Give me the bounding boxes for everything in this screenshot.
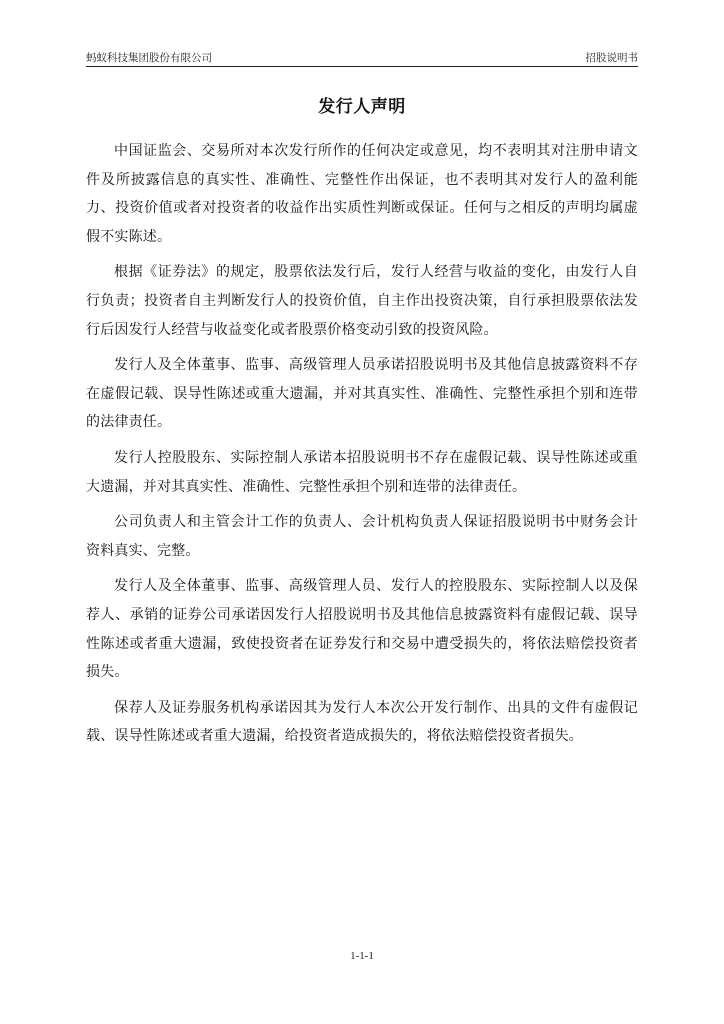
header-document-type: 招股说明书 [585, 52, 638, 64]
paragraph-board-commitment: 发行人及全体董事、监事、高级管理人员承诺招股说明书及其他信息披露资料不存在虚假记载、误导性陈述或重大遗漏，并对其真实性、准确性、完整性承担个别和连带的法律责任。 [86, 357, 638, 431]
paragraph-controller-commitment: 发行人控股股东、实际控制人承诺本招股说明书不存在虚假记载、误导性陈述或重大遗漏，并对其真实性、准确性、完整性承担个别和连带的法律责任。 [86, 449, 638, 495]
paragraph-compensation-commitment: 发行人及全体董事、监事、高级管理人员、发行人的控股股东、实际控制人以及保荐人、承销的证券公司承诺因发行人招股说明书及其他信息披露资料有虚假记载、误导性陈述或者重大遗漏，致使投资者在证券发行和交易中遭受损失的，将依法赔偿投资者损失。 [86, 578, 638, 681]
paragraph-regulator-disclaimer: 中国证监会、交易所对本次发行所作的任何决定或意见，均不表明其对注册申请文件及所披露信息的真实性、准确性、完整性作出保证，也不表明其对发行人的盈利能力、投资价值或者对投资者的收益作出实质性判断或保证。任何与之相反的声明均属虚假不实陈述。 [86, 143, 638, 245]
page-header [86, 50, 638, 67]
statement-body [86, 137, 638, 758]
paragraph-financial-accuracy: 公司负责人和主管会计工作的负责人、会计机构负责人保证招股说明书中财务会计资料真实、完整。 [86, 514, 638, 559]
page-number: 1-1-1 [350, 950, 374, 962]
paragraph-investment-risk: 根据《证券法》的规定，股票依法发行后，发行人经营与收益的变化，由发行人自行负责；投资者自主判断发行人的投资价值，自主作出投资决策，自行承担股票依法发行后因发行人经营与收益变化或者股票价格变动引致的投资风险。 [86, 264, 638, 338]
page-title: 发行人声明 [318, 97, 406, 117]
paragraph-sponsor-commitment: 保荐人及证券服务机构承诺因其为发行人本次公开发行制作、出具的文件有虚假记载、误导性陈述或者重大遗漏，给投资者造成损失的，将依法赔偿投资者损失。 [86, 699, 638, 745]
header-company-name: 蚂蚁科技集团股份有限公司 [86, 52, 212, 64]
